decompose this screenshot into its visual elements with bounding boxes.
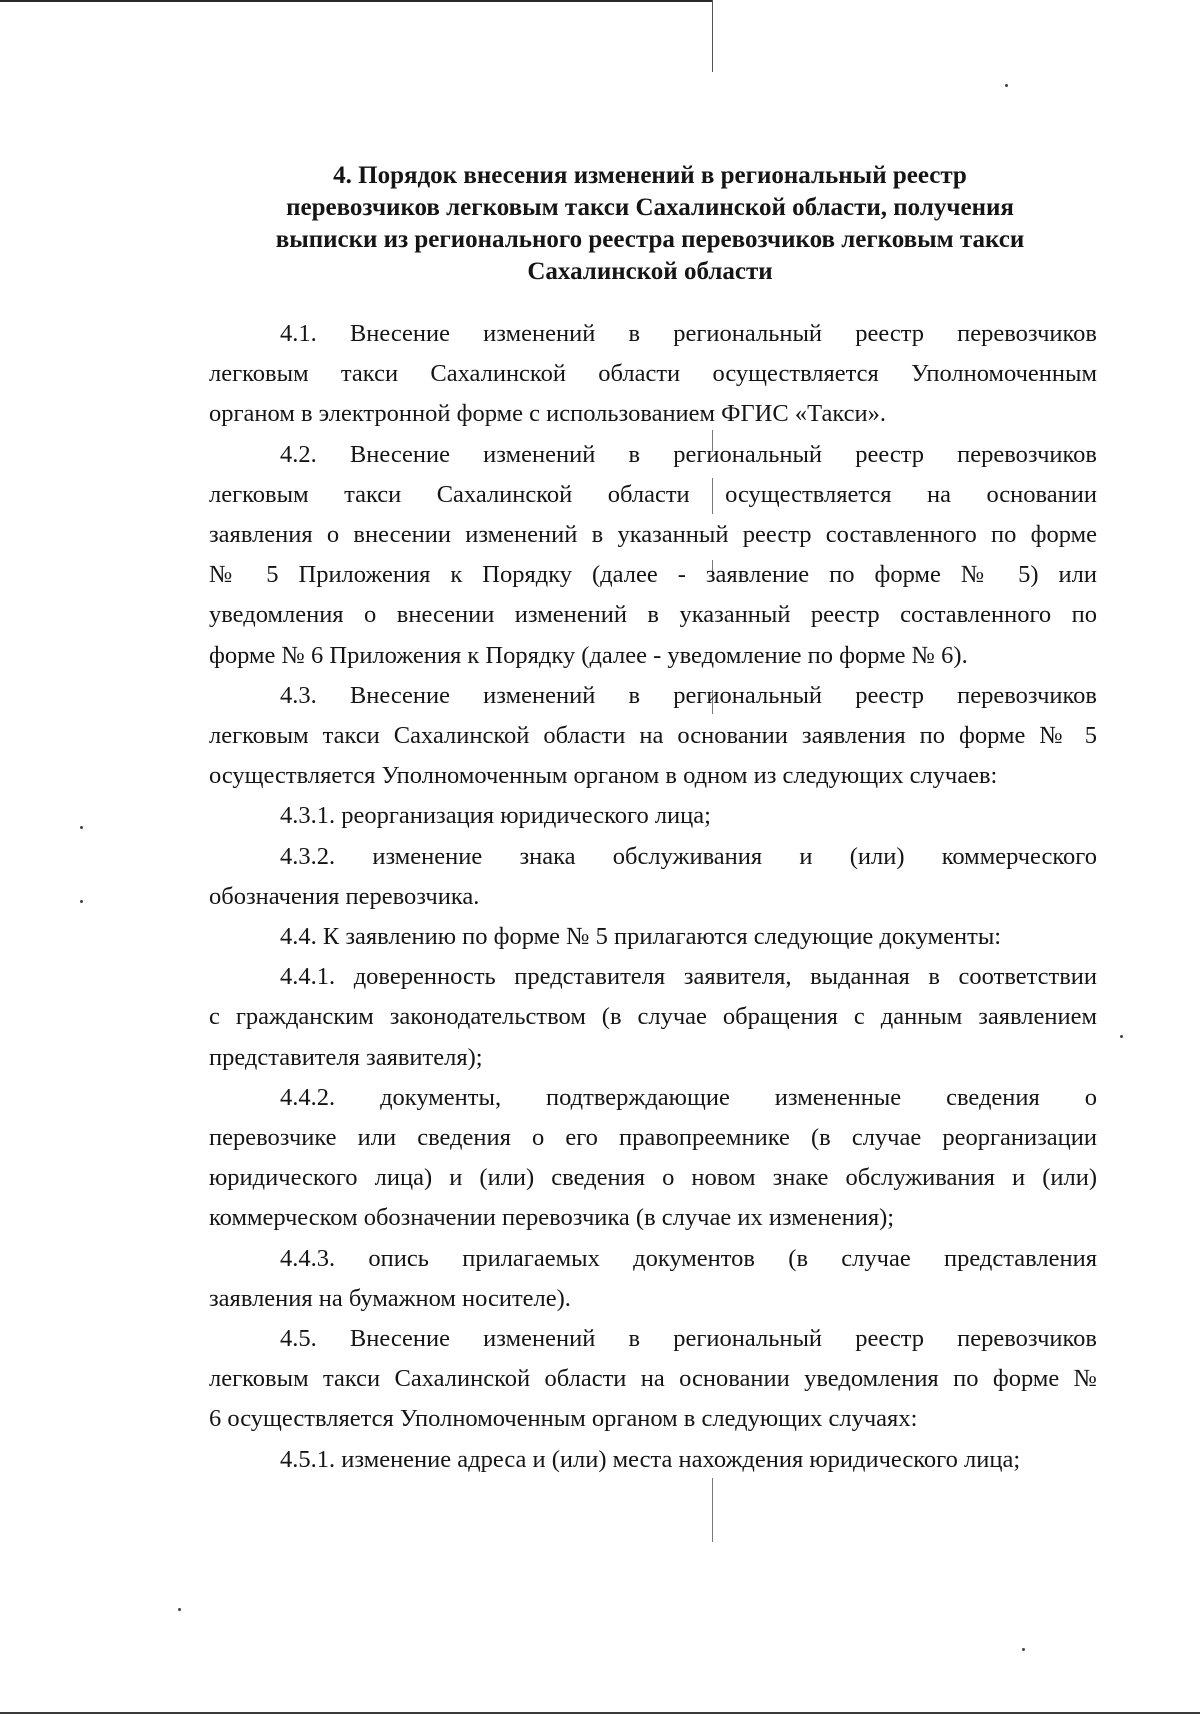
title-line: выписки из регионального реестра перевозчиков легковым такси <box>275 226 1025 253</box>
paragraph-line: 4.3. Внесение изменений в региональный реестр перевозчиков <box>280 681 1097 709</box>
paragraph-line: заявления на бумажном носителе). <box>209 1284 571 1312</box>
paragraph-p-4-4-2 <box>209 1078 1097 1239</box>
scan-speck <box>80 900 83 903</box>
scan-speck <box>80 826 83 829</box>
paragraph-line: обозначения перевозчика. <box>209 882 480 910</box>
paragraph-line: с гражданским законодательством (в случае обращения с данным заявлением <box>209 1003 1097 1031</box>
scan-speck <box>1005 84 1008 87</box>
scan-speck <box>1022 1648 1025 1651</box>
paragraph-line: 4.3.2. изменение знака обслуживания и (или) коммерческого <box>280 842 1097 870</box>
paragraph-line: легковым такси Сахалинской области осуществляется Уполномоченным <box>209 360 1097 388</box>
paragraph-line: уведомления о внесении изменений в указанный реестр составленного по <box>209 601 1097 629</box>
paragraph-line: 4.4. К заявлению по форме № 5 прилагаются следующие документы: <box>280 923 1002 951</box>
fold-mark <box>712 1478 713 1542</box>
paragraph-line: легковым такси Сахалинской области осуществляется на основании <box>209 480 1097 508</box>
title-line: Сахалинской области <box>527 258 773 285</box>
paragraph-p-4-3-2 <box>209 837 1097 917</box>
paragraph-line: № 5 Приложения к Порядку (далее - заявление по форме № 5) или <box>209 561 1097 589</box>
title-line: 4. Порядок внесения изменений в региональный реестр <box>333 162 967 189</box>
paragraph-line: легковым такси Сахалинской области на основании заявления по форме № 5 <box>209 722 1097 750</box>
document-body <box>209 314 1097 1480</box>
paragraph-p-4-1 <box>209 314 1097 435</box>
scan-speck <box>178 1608 181 1611</box>
paragraph-line: 4.5.1. изменение адреса и (или) места нахождения юридического лица; <box>280 1445 1021 1473</box>
paragraph-p-4-5-1 <box>209 1440 1097 1480</box>
paragraph-p-4-5 <box>209 1319 1097 1440</box>
paragraph-line: 6 осуществляется Уполномоченным органом в следующих случаях: <box>209 1405 918 1433</box>
section-title <box>190 160 1110 288</box>
fold-mark <box>712 0 713 72</box>
scan-speck <box>1120 1035 1123 1038</box>
paragraph-p-4-2 <box>209 435 1097 676</box>
paragraph-line: 4.2. Внесение изменений в региональный реестр перевозчиков <box>280 440 1097 468</box>
paragraph-line: коммерческом обозначении перевозчика (в случае их изменения); <box>209 1204 895 1232</box>
paragraph-line: легковым такси Сахалинской области на основании уведомления по форме № <box>209 1365 1097 1393</box>
paragraph-p-4-4 <box>209 917 1097 957</box>
paragraph-line: 4.4.1. доверенность представителя заявителя, выданная в соответствии <box>280 963 1097 991</box>
paragraph-p-4-4-1 <box>209 957 1097 1078</box>
paragraph-line: форме № 6 Приложения к Порядку (далее - уведомление по форме № 6). <box>209 641 968 669</box>
paragraph-line: осуществляется Уполномоченным органом в одном из следующих случаев: <box>209 762 998 790</box>
paragraph-p-4-3-1 <box>209 796 1097 836</box>
paragraph-line: органом в электронной форме с использованием ФГИС «Такси». <box>209 400 886 428</box>
paragraph-line: 4.4.3. опись прилагаемых документов (в случае представления <box>280 1244 1097 1272</box>
paragraph-line: 4.1. Внесение изменений в региональный реестр перевозчиков <box>280 320 1097 347</box>
paragraph-line: перевозчике или сведения о его правопреемнике (в случае реорганизации <box>209 1124 1097 1152</box>
top-border-line <box>0 0 712 2</box>
bottom-border-line <box>0 1712 1200 1714</box>
title-line: перевозчиков легковым такси Сахалинской области, получения <box>286 194 1014 221</box>
paragraph-line: представителя заявителя); <box>209 1043 483 1071</box>
paragraph-line: 4.3.1. реорганизация юридического лица; <box>280 802 711 830</box>
paragraph-line: 4.4.2. документы, подтверждающие измененные сведения о <box>280 1083 1097 1111</box>
paragraph-p-4-4-3 <box>209 1239 1097 1319</box>
paragraph-p-4-3 <box>209 676 1097 797</box>
paragraph-line: юридического лица) и (или) сведения о новом знаке обслуживания и (или) <box>209 1164 1097 1192</box>
paragraph-line: 4.5. Внесение изменений в региональный реестр перевозчиков <box>280 1325 1097 1353</box>
paragraph-line: заявления о внесении изменений в указанный реестр составленного по форме <box>209 521 1097 549</box>
